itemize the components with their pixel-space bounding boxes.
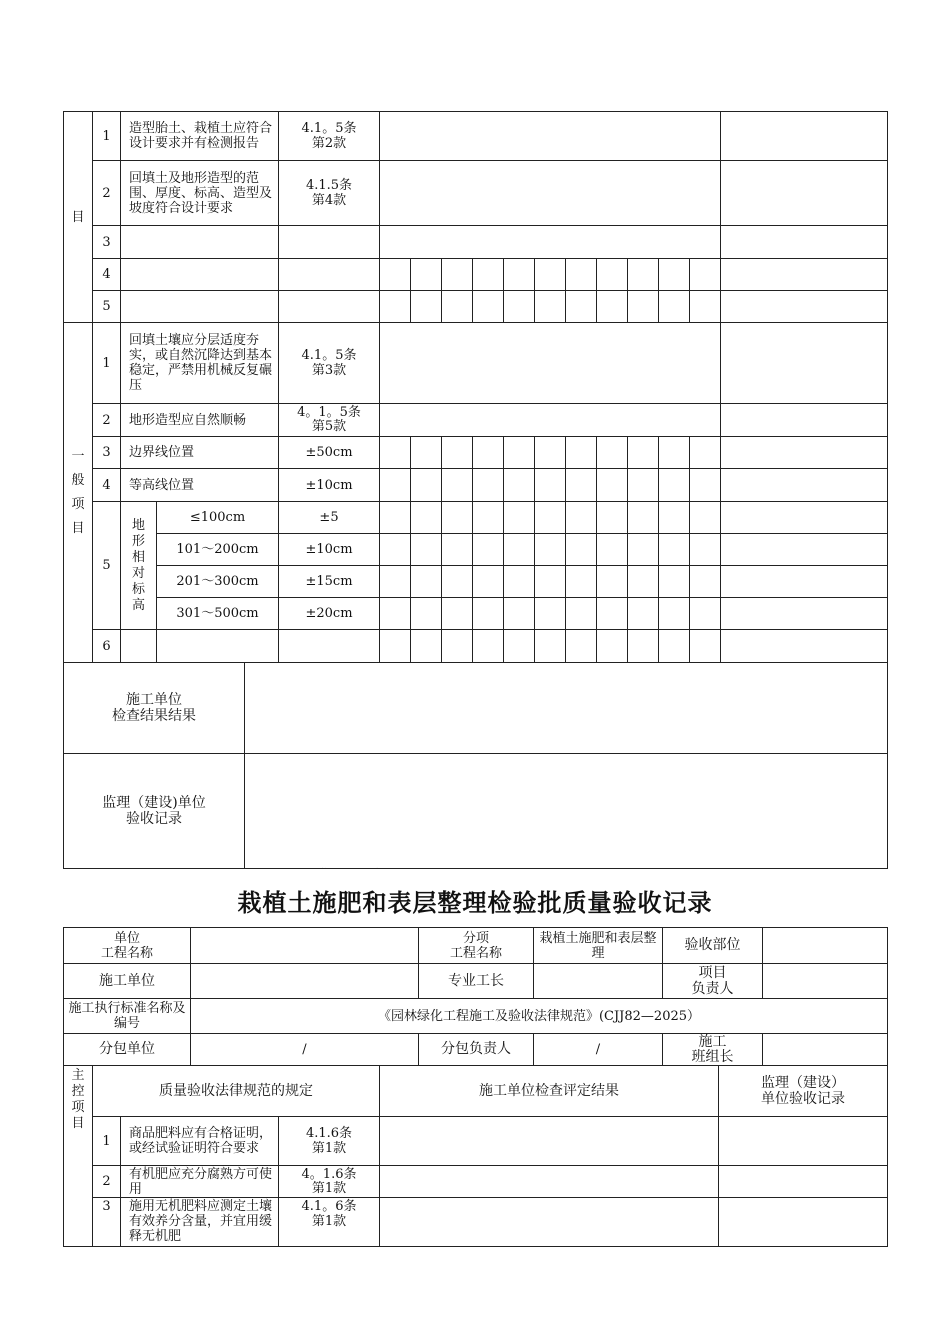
item-no: 5: [93, 502, 121, 630]
supervision-cell[interactable]: [719, 1166, 888, 1198]
item-no: 3: [93, 1198, 121, 1247]
measure-cell[interactable]: [380, 291, 411, 323]
item-clause: 4.1.5条 第4款: [279, 161, 380, 226]
measure-cell[interactable]: [628, 502, 659, 534]
control-item-row: [64, 1117, 888, 1166]
construction-result-cell[interactable]: [245, 663, 888, 754]
spec-header: 质量验收法律规范的规定: [93, 1066, 380, 1117]
item-text: 等高线位置: [121, 469, 279, 502]
measure-cell[interactable]: [535, 437, 566, 469]
construction-result-label: 施工单位 检查结果结果: [64, 663, 245, 754]
supervision-cell[interactable]: [721, 161, 888, 226]
measure-cell[interactable]: [442, 534, 473, 566]
supervision-cell[interactable]: [721, 598, 888, 630]
subcontractor-value: /: [191, 1034, 419, 1066]
result-cell[interactable]: [380, 1117, 719, 1166]
measure-cell[interactable]: [380, 598, 411, 630]
measure-cell[interactable]: [473, 502, 504, 534]
measure-cell[interactable]: [504, 291, 535, 323]
measure-cell[interactable]: [566, 259, 597, 291]
measure-cell[interactable]: [535, 469, 566, 502]
acceptance-part-label: 验收部位: [663, 928, 763, 964]
item-text: 回填土壤应分层适度夯实，或自然沉降达到基本稳定，严禁用机械反复碾压: [121, 323, 279, 404]
measure-cell[interactable]: [659, 502, 690, 534]
measure-cell[interactable]: [473, 259, 504, 291]
measure-cell[interactable]: [535, 291, 566, 323]
measure-cell[interactable]: [690, 502, 721, 534]
measure-cell[interactable]: [411, 534, 442, 566]
team-lead-label: 施工 班组长: [663, 1034, 763, 1066]
supervision-cell[interactable]: [721, 566, 888, 598]
result-cell[interactable]: [380, 323, 721, 404]
measure-cell[interactable]: [597, 598, 628, 630]
general-items-label: 一 般 项 目: [64, 323, 93, 663]
project-lead-label: 项目 负责人: [663, 964, 763, 999]
measure-cell[interactable]: [380, 630, 411, 663]
general-item-row: [64, 404, 888, 437]
engineer-label: [254, 868, 455, 869]
measure-cell[interactable]: [411, 437, 442, 469]
measure-cell[interactable]: [690, 598, 721, 630]
item-text: 有机肥应充分腐熟方可使用: [121, 1166, 279, 1198]
item-clause: 4。1。5条 第5款: [279, 404, 380, 437]
measure-cell[interactable]: [535, 598, 566, 630]
measure-cell[interactable]: [411, 566, 442, 598]
measure-cell[interactable]: [659, 630, 690, 663]
measure-cell[interactable]: [473, 437, 504, 469]
construction-unit-label: 施工单位: [64, 964, 191, 999]
measure-cell[interactable]: [380, 534, 411, 566]
item-text[interactable]: [121, 630, 157, 663]
elevation-range: 201～300cm: [157, 566, 279, 598]
measure-cell[interactable]: [659, 598, 690, 630]
measure-cell[interactable]: [504, 259, 535, 291]
measure-cell[interactable]: [535, 259, 566, 291]
main-control-label: 主 控 项 目: [64, 1066, 93, 1247]
result-cell[interactable]: [380, 112, 721, 161]
supervision-cell[interactable]: [721, 469, 888, 502]
measure-cell[interactable]: [473, 291, 504, 323]
measure-cell[interactable]: [566, 534, 597, 566]
item-clause: ±50cm: [279, 437, 380, 469]
supervision-cell[interactable]: [721, 630, 888, 663]
acceptance-part-value[interactable]: [763, 928, 888, 964]
result-cell[interactable]: [380, 161, 721, 226]
measure-cell[interactable]: [566, 469, 597, 502]
item-clause[interactable]: [279, 259, 380, 291]
measure-cell[interactable]: [473, 598, 504, 630]
item-clause[interactable]: [279, 630, 380, 663]
item-text: 造型胎土、栽植土应符合设计要求并有检测报告: [121, 112, 279, 161]
item-text[interactable]: [121, 259, 279, 291]
measure-cell[interactable]: [690, 630, 721, 663]
measure-cell[interactable]: [504, 630, 535, 663]
measure-cell[interactable]: [597, 469, 628, 502]
measure-cell[interactable]: [566, 598, 597, 630]
measure-cell[interactable]: [597, 630, 628, 663]
elevation-range: 301～500cm: [157, 598, 279, 630]
result-cell[interactable]: [380, 1166, 719, 1198]
item-clause: 4.1。5条 第2款: [279, 112, 380, 161]
subcontractor-label: 分包单位: [64, 1034, 191, 1066]
measure-cell[interactable]: [535, 502, 566, 534]
main-item-row: [64, 112, 888, 161]
elevation-row: [64, 598, 888, 630]
team-lead-value[interactable]: [763, 1034, 888, 1066]
main-item-row: [64, 291, 888, 323]
supervision-cell[interactable]: [719, 1198, 888, 1247]
lower-header-table: [63, 927, 888, 1066]
supervision-header: 监理（建设） 单位验收记录: [719, 1066, 888, 1117]
measure-cell[interactable]: [690, 566, 721, 598]
item-no: 3: [93, 437, 121, 469]
result-cell[interactable]: [380, 226, 721, 259]
elevation-row: [64, 502, 888, 534]
measure-cell[interactable]: [473, 469, 504, 502]
item-text: 施用无机肥料应测定土壤有效养分含量，并宜用缓释无机肥: [121, 1198, 279, 1247]
supervision-cell[interactable]: [719, 1117, 888, 1166]
measure-cell[interactable]: [411, 502, 442, 534]
measure-cell[interactable]: [442, 502, 473, 534]
measure-cell[interactable]: [411, 469, 442, 502]
measure-cell[interactable]: [659, 259, 690, 291]
item-no: 1: [93, 323, 121, 404]
elevation-range: ≤100cm: [157, 502, 279, 534]
standard-value: 《园林绿化工程施工及验收法律规范》(CJJ82—2025）: [191, 999, 888, 1034]
measure-cell[interactable]: [504, 469, 535, 502]
measure-cell[interactable]: [566, 502, 597, 534]
measure-cell[interactable]: [659, 291, 690, 323]
measure-cell[interactable]: [690, 469, 721, 502]
sub-project-value: 栽植土施肥和表层整理: [534, 928, 663, 964]
general-item-row: [64, 323, 888, 404]
item-no: 4: [93, 259, 121, 291]
control-item-row: [64, 1166, 888, 1198]
measure-cell[interactable]: [535, 630, 566, 663]
measure-cell[interactable]: [659, 566, 690, 598]
sub-lead-label: 分包负责人: [419, 1034, 534, 1066]
item-text: 回填土及地形造型的范围、厚度、标高、造型及坡度符合设计要求: [121, 161, 279, 226]
supervision-cell[interactable]: [721, 437, 888, 469]
item-clause[interactable]: [279, 226, 380, 259]
measure-cell[interactable]: [690, 291, 721, 323]
measure-cell[interactable]: [442, 437, 473, 469]
item-no: 1: [93, 1117, 121, 1166]
measure-cell[interactable]: [597, 502, 628, 534]
sub-project-label: 分项 工程名称: [419, 928, 534, 964]
measure-cell[interactable]: [690, 259, 721, 291]
measure-cell[interactable]: [690, 534, 721, 566]
general-item-row: [64, 469, 888, 502]
measure-cell[interactable]: [380, 259, 411, 291]
measure-cell[interactable]: [411, 259, 442, 291]
item-no: 2: [93, 1166, 121, 1198]
measure-cell[interactable]: [535, 566, 566, 598]
standard-label: 施工执行标准名称及编号: [64, 999, 191, 1034]
measure-cell[interactable]: [566, 630, 597, 663]
measure-cell[interactable]: [380, 469, 411, 502]
lower-items-table: [63, 1065, 888, 1247]
supervision-cell[interactable]: [721, 112, 888, 161]
measure-cell[interactable]: [566, 291, 597, 323]
result-header: 施工单位检查评定结果: [380, 1066, 719, 1117]
measure-cell[interactable]: [597, 566, 628, 598]
item-clause: 4.1.6条 第1款: [279, 1117, 380, 1166]
upper-table: [63, 111, 888, 663]
measure-cell[interactable]: [628, 437, 659, 469]
measure-cell[interactable]: [659, 437, 690, 469]
elevation-tolerance: ±10cm: [279, 534, 380, 566]
measure-cell[interactable]: [628, 630, 659, 663]
measure-cell[interactable]: [628, 259, 659, 291]
measure-cell[interactable]: [442, 566, 473, 598]
item-no: 3: [93, 226, 121, 259]
measure-cell[interactable]: [411, 598, 442, 630]
main-item-row: [64, 161, 888, 226]
measure-cell[interactable]: [597, 437, 628, 469]
measure-cell[interactable]: [597, 291, 628, 323]
supervision-cell[interactable]: [721, 404, 888, 437]
form-title: 栽植土施肥和表层整理检验批质量验收记录: [237, 889, 713, 917]
item-text[interactable]: [157, 630, 279, 663]
supervision-label: 监理（建设)单位 验收记录: [64, 754, 245, 869]
measure-cell[interactable]: [628, 598, 659, 630]
main-item-row: [64, 226, 888, 259]
elevation-tolerance: ±15cm: [279, 566, 380, 598]
supervision-cell[interactable]: [721, 502, 888, 534]
item-clause: 4。1.6条 第1款: [279, 1166, 380, 1198]
item-text: 商品肥料应有合格证明，或经试验证明符合要求: [121, 1117, 279, 1166]
measure-cell[interactable]: [411, 630, 442, 663]
measure-cell[interactable]: [597, 534, 628, 566]
measure-cell[interactable]: [566, 566, 597, 598]
measure-cell[interactable]: [473, 534, 504, 566]
supervision-cell[interactable]: [721, 534, 888, 566]
measure-cell[interactable]: [504, 598, 535, 630]
item-no: 6: [93, 630, 121, 663]
elevation-tolerance: ±20cm: [279, 598, 380, 630]
measure-cell[interactable]: [473, 566, 504, 598]
sub-lead-value: /: [534, 1034, 663, 1066]
foreman-value[interactable]: [534, 964, 663, 999]
measure-cell[interactable]: [380, 566, 411, 598]
measure-cell[interactable]: [535, 534, 566, 566]
item-clause[interactable]: [279, 291, 380, 323]
measure-cell[interactable]: [442, 630, 473, 663]
supervision-cell[interactable]: [721, 291, 888, 323]
measure-cell[interactable]: [442, 291, 473, 323]
measure-cell[interactable]: [628, 469, 659, 502]
unit-project-value[interactable]: [191, 928, 419, 964]
measure-cell[interactable]: [504, 502, 535, 534]
item-no: 2: [93, 161, 121, 226]
measure-cell[interactable]: [442, 259, 473, 291]
measure-cell[interactable]: [442, 598, 473, 630]
result-cell[interactable]: [380, 1198, 719, 1247]
item-no: 1: [93, 112, 121, 161]
result-cell[interactable]: [380, 404, 721, 437]
control-item-row: [64, 1198, 888, 1247]
item-no: 5: [93, 291, 121, 323]
item-text[interactable]: [121, 226, 279, 259]
elevation-label: 地 形 相 对 标 高: [121, 502, 157, 630]
construction-unit-value[interactable]: [191, 964, 419, 999]
supervision-cell[interactable]: [721, 226, 888, 259]
item-clause: ±10cm: [279, 469, 380, 502]
construction-result-block: [63, 662, 888, 869]
measure-cell[interactable]: [566, 437, 597, 469]
measure-cell[interactable]: [473, 630, 504, 663]
measure-cell[interactable]: [597, 259, 628, 291]
supervision-record-cell[interactable]: [245, 754, 888, 869]
item-text: 边界线位置: [121, 437, 279, 469]
measure-cell[interactable]: [411, 291, 442, 323]
measure-cell[interactable]: [504, 437, 535, 469]
general-item-row: [64, 437, 888, 469]
elevation-row: [64, 566, 888, 598]
supervision-cell[interactable]: [721, 259, 888, 291]
measure-cell[interactable]: [442, 469, 473, 502]
measure-cell[interactable]: [504, 566, 535, 598]
item-clause: 4.1。6条 第1款: [279, 1198, 380, 1247]
elevation-range: 101～200cm: [157, 534, 279, 566]
foreman-label: 专业工长: [419, 964, 534, 999]
main-item-row: [64, 259, 888, 291]
supervision-cell[interactable]: [721, 323, 888, 404]
general-item-row: [64, 630, 888, 663]
item-no: 4: [93, 469, 121, 502]
measure-cell[interactable]: [690, 437, 721, 469]
measure-cell[interactable]: [628, 291, 659, 323]
measure-cell[interactable]: [628, 534, 659, 566]
measure-cell[interactable]: [504, 534, 535, 566]
item-text[interactable]: [121, 291, 279, 323]
measure-cell[interactable]: [659, 534, 690, 566]
measure-cell[interactable]: [628, 566, 659, 598]
measure-cell[interactable]: [659, 469, 690, 502]
item-no: 2: [93, 404, 121, 437]
measure-cell[interactable]: [380, 437, 411, 469]
elevation-row: [64, 534, 888, 566]
elevation-tolerance: ±5: [279, 502, 380, 534]
main-items-label: 目: [64, 112, 93, 323]
unit-project-label: 单位 工程名称: [64, 928, 191, 964]
item-clause: 4.1。5条 第3款: [279, 323, 380, 404]
item-text: 地形造型应自然顺畅: [121, 404, 279, 437]
project-lead-value[interactable]: [763, 964, 888, 999]
measure-cell[interactable]: [380, 502, 411, 534]
